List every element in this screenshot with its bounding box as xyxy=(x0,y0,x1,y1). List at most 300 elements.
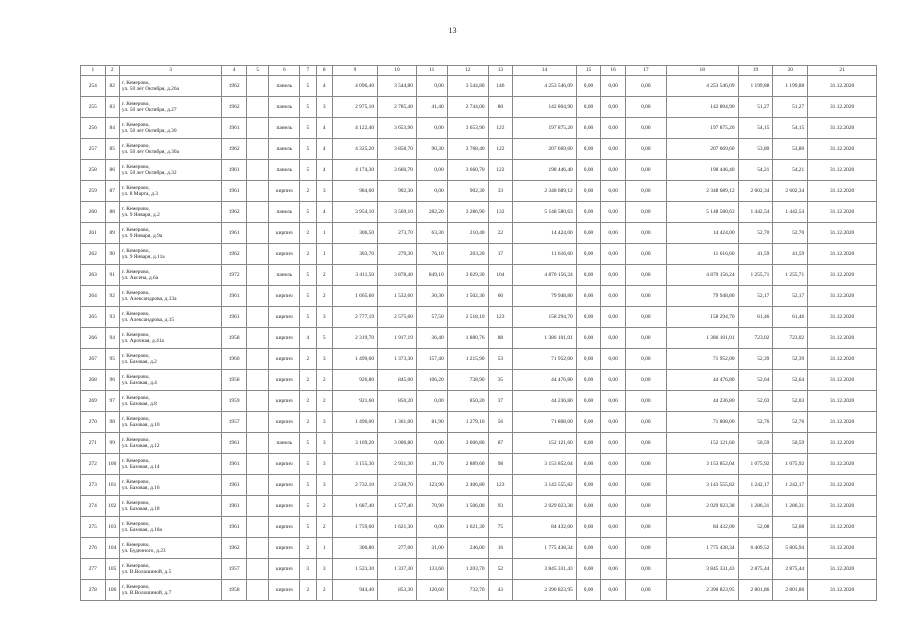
table-cell-c14: 2 390 823,95 xyxy=(513,580,577,601)
table-cell-c16: 0,00 xyxy=(601,160,626,181)
table-cell-c7: 3 xyxy=(300,559,316,580)
table-cell-c8: 2 xyxy=(316,517,332,538)
table-cell-c18: 152 121,60 xyxy=(666,433,738,454)
table-cell-c11: 0,00 xyxy=(416,118,447,139)
table-cell-c16: 0,00 xyxy=(601,559,626,580)
table-cell-c15: 0,00 xyxy=(576,76,601,97)
table-cell-c21: 31.12.2020 xyxy=(808,328,877,349)
table-cell-c9: 3 169,20 xyxy=(332,433,377,454)
table-cell-c5 xyxy=(246,391,269,412)
table-cell-c17: 0,00 xyxy=(625,580,666,601)
table-cell-mat: кирпич xyxy=(269,580,300,601)
table-cell-c17: 0,00 xyxy=(625,286,666,307)
table-cell-c19: 6 409,52 xyxy=(738,538,773,559)
address-line: ул. 9 Января, д.11а xyxy=(121,254,165,260)
table-cell-c17: 0,00 xyxy=(625,97,666,118)
table-cell-c11: 63,30 xyxy=(416,223,447,244)
table-row xyxy=(81,391,877,412)
table-cell-c16: 0,00 xyxy=(601,454,626,475)
table-cell-c8: 2 xyxy=(316,370,332,391)
table-cell-c7: 5 xyxy=(300,496,316,517)
table-cell-n: 259 xyxy=(81,181,106,202)
table-cell-id: 94 xyxy=(105,328,119,349)
address-line: ул. В.Волошиной, д.7 xyxy=(121,590,172,596)
address-line: ул. Александрова, д.15 xyxy=(121,317,175,323)
table-cell-c9: 303,70 xyxy=(332,244,377,265)
column-header: 17 xyxy=(625,66,666,76)
table-cell-n: 278 xyxy=(81,580,106,601)
address-line: ул. Арочная, д.41а xyxy=(121,338,164,344)
table-cell-c18: 3 143 555,82 xyxy=(666,475,738,496)
table-cell-c16: 0,00 xyxy=(601,139,626,160)
table-cell-c17: 0,00 xyxy=(625,370,666,391)
table-cell-c17: 0,00 xyxy=(625,391,666,412)
table-cell-c8: 3 xyxy=(316,475,332,496)
table-cell-c5 xyxy=(246,517,269,538)
table-cell-c14: 152 121,60 xyxy=(513,433,577,454)
table-row xyxy=(81,454,877,475)
table-cell-c8: 3 xyxy=(316,307,332,328)
table-cell-c11: 30,30 xyxy=(416,286,447,307)
table-cell-c18: 5 148 580,63 xyxy=(666,202,738,223)
table-cell-c14: 79 948,80 xyxy=(513,286,577,307)
table-cell-c20: 1 442,54 xyxy=(773,202,808,223)
table-cell-c9: 4 325,20 xyxy=(332,139,377,160)
table-cell-year: 1961 xyxy=(222,475,247,496)
column-header: 12 xyxy=(447,66,488,76)
table-cell-c12: 850,20 xyxy=(447,391,488,412)
table-cell-id: 100 xyxy=(105,454,119,475)
column-header: 15 xyxy=(576,66,601,76)
address-line: ул. 50 лет Октября, д.26а xyxy=(121,86,179,92)
table-cell-c19: 2 801,86 xyxy=(738,580,773,601)
table-cell-c9: 984,00 xyxy=(332,181,377,202)
address-line: г. Кемерово, xyxy=(121,311,150,317)
table-cell-c20: 51,27 xyxy=(773,97,808,118)
table-cell-c18: 14 424,00 xyxy=(666,223,738,244)
table-cell-n: 264 xyxy=(81,286,106,307)
address-line: г. Кемерово, xyxy=(121,458,150,464)
table-cell-c8: 1 xyxy=(316,223,332,244)
table-cell-c19: 1 255,71 xyxy=(738,265,773,286)
table-cell-year: 1961 xyxy=(222,181,247,202)
table-cell-c5 xyxy=(246,181,269,202)
table-cell-c17: 0,00 xyxy=(625,433,666,454)
table-cell-id: 102 xyxy=(105,496,119,517)
table-cell-mat: кирпич xyxy=(269,307,300,328)
table-cell-c21: 31.12.2020 xyxy=(808,76,877,97)
table-cell-c12: 1 506,00 xyxy=(447,496,488,517)
table-cell-c15: 0,00 xyxy=(576,517,601,538)
table-row xyxy=(81,370,877,391)
table-cell-n: 270 xyxy=(81,412,106,433)
table-cell-c21: 31.12.2020 xyxy=(808,517,877,538)
address-line: ул. Буденного, д.23 xyxy=(121,548,166,554)
address-line: ул. Базовая, д.2 xyxy=(121,359,157,365)
table-cell-c13: 75 xyxy=(488,517,513,538)
table-cell-c7: 2 xyxy=(300,244,316,265)
table-cell-c11: 120,60 xyxy=(416,580,447,601)
table-cell-c11: 106,20 xyxy=(416,370,447,391)
table-cell-c11: 57,50 xyxy=(416,307,447,328)
table-cell-c20: 1 199,88 xyxy=(773,76,808,97)
table-cell-c5 xyxy=(246,118,269,139)
address-line: ул. Базовая, д.10 xyxy=(121,422,160,428)
table-row xyxy=(81,559,877,580)
table-cell-c15: 0,00 xyxy=(576,475,601,496)
column-header: 10 xyxy=(378,66,417,76)
table-cell-year: 1961 xyxy=(222,223,247,244)
table-cell-c14: 1 775 438,34 xyxy=(513,538,577,559)
table-cell-c7: 5 xyxy=(300,118,316,139)
table-cell-c5 xyxy=(246,328,269,349)
table-cell-c9: 4 096,40 xyxy=(332,76,377,97)
table-cell-id: 92 xyxy=(105,286,119,307)
table-cell-c16: 0,00 xyxy=(601,496,626,517)
address-line: г. Кемерово, xyxy=(121,395,150,401)
table-cell-c12: 2 406,80 xyxy=(447,475,488,496)
table-cell-c13: 60 xyxy=(488,286,513,307)
table-cell-addr xyxy=(119,328,221,349)
table-cell-mat: панель xyxy=(269,139,300,160)
table-cell-c19: 41,59 xyxy=(738,244,773,265)
address-line: г. Кемерово, xyxy=(121,185,150,191)
table-cell-c9: 1 523,30 xyxy=(332,559,377,580)
table-cell-c20: 61,46 xyxy=(773,307,808,328)
table-cell-c12: 738,90 xyxy=(447,370,488,391)
table-cell-c19: 1 199,88 xyxy=(738,76,773,97)
table-cell-c10: 1 917,19 xyxy=(378,328,417,349)
table-cell-c8: 4 xyxy=(316,118,332,139)
table-cell-id: 91 xyxy=(105,265,119,286)
table-cell-c12: 3 286,90 xyxy=(447,202,488,223)
table-cell-c18: 71 952,00 xyxy=(666,349,738,370)
table-cell-c21: 31.12.2020 xyxy=(808,349,877,370)
table-cell-c13: 122 xyxy=(488,160,513,181)
table-cell-c7: 2 xyxy=(300,538,316,559)
table-cell-c9: 2 975,10 xyxy=(332,97,377,118)
table-cell-c8: 2 xyxy=(316,286,332,307)
table-cell-c21: 31.12.2020 xyxy=(808,118,877,139)
table-cell-c18: 4 870 156,24 xyxy=(666,265,738,286)
table-cell-c20: 52,08 xyxy=(773,517,808,538)
table-cell-c20: 52,70 xyxy=(773,223,808,244)
table-row xyxy=(81,97,877,118)
table-cell-c7: 5 xyxy=(300,97,316,118)
table-cell-c12: 246,00 xyxy=(447,538,488,559)
table-cell-c21: 31.12.2020 xyxy=(808,538,877,559)
table-cell-n: 265 xyxy=(81,307,106,328)
table-cell-c8: 3 xyxy=(316,97,332,118)
table-cell-c8: 1 xyxy=(316,538,332,559)
table-cell-c20: 54,15 xyxy=(773,118,808,139)
table-cell-n: 266 xyxy=(81,328,106,349)
address-line: ул. Базовая, д.18а xyxy=(121,527,162,533)
table-cell-c7: 5 xyxy=(300,76,316,97)
table-cell-addr xyxy=(119,202,221,223)
table-cell-c17: 0,00 xyxy=(625,307,666,328)
table-cell-c17: 0,00 xyxy=(625,454,666,475)
table-cell-c17: 0,00 xyxy=(625,223,666,244)
table-cell-c11: 81,90 xyxy=(416,412,447,433)
table-cell-mat: кирпич xyxy=(269,454,300,475)
table-cell-mat: кирпич xyxy=(269,538,300,559)
table-cell-c11: 0,00 xyxy=(416,181,447,202)
table-cell-c21: 31.12.2020 xyxy=(808,580,877,601)
table-cell-c18: 11 616,60 xyxy=(666,244,738,265)
address-line: г. Кемерово, xyxy=(121,374,150,380)
table-cell-c14: 14 424,00 xyxy=(513,223,577,244)
table-cell-c9: 3 155,30 xyxy=(332,454,377,475)
table-cell-c10: 3 653,90 xyxy=(378,118,417,139)
address-line: ул. Базовая, д.4 xyxy=(121,380,157,386)
table-cell-c15: 0,00 xyxy=(576,97,601,118)
address-line: г. Кемерово, xyxy=(121,563,150,569)
table-cell-c8: 3 xyxy=(316,454,332,475)
table-cell-mat: панель xyxy=(269,265,300,286)
column-header: 21 xyxy=(808,66,877,76)
table-cell-year: 1961 xyxy=(222,454,247,475)
table-cell-c11: 0,00 xyxy=(416,433,447,454)
table-cell-c10: 1 532,60 xyxy=(378,286,417,307)
table-cell-c21: 31.12.2020 xyxy=(808,496,877,517)
table-cell-c10: 902,30 xyxy=(378,181,417,202)
address-line: ул. Базовая, д.16 xyxy=(121,485,160,491)
table-cell-c7: 2 xyxy=(300,181,316,202)
address-line: г. Кемерово, xyxy=(121,353,150,359)
table-cell-c12: 902,30 xyxy=(447,181,488,202)
table-cell-c18: 84 432,00 xyxy=(666,517,738,538)
table-cell-c5 xyxy=(246,370,269,391)
table-cell-year: 1961 xyxy=(222,433,247,454)
table-cell-c9: 3 411,50 xyxy=(332,265,377,286)
table-cell-c9: 2 777,19 xyxy=(332,307,377,328)
table-cell-c8: 3 xyxy=(316,181,332,202)
table-cell-c9: 4 122,40 xyxy=(332,118,377,139)
address-line: ул. Базовая, д.8 xyxy=(121,401,157,407)
table-cell-c16: 0,00 xyxy=(601,349,626,370)
table-cell-c17: 0,00 xyxy=(625,202,666,223)
table-cell-c10: 273,70 xyxy=(378,223,417,244)
table-cell-c17: 0,00 xyxy=(625,349,666,370)
table-cell-mat: кирпич xyxy=(269,223,300,244)
table-cell-c10: 1 621,30 xyxy=(378,517,417,538)
table-cell-c15: 0,00 xyxy=(576,391,601,412)
table-row xyxy=(81,76,877,97)
table-row xyxy=(81,202,877,223)
table-cell-c16: 0,00 xyxy=(601,118,626,139)
table-cell-addr xyxy=(119,580,221,601)
table-cell-year: 1962 xyxy=(222,97,247,118)
table-cell-c14: 197 875,20 xyxy=(513,118,577,139)
table-cell-c15: 0,00 xyxy=(576,370,601,391)
table-cell-c10: 279,30 xyxy=(378,244,417,265)
table-cell-c12: 1 215,90 xyxy=(447,349,488,370)
table-cell-c19: 1 075,92 xyxy=(738,454,773,475)
table-cell-c9: 4 174,30 xyxy=(332,160,377,181)
table-cell-n: 263 xyxy=(81,265,106,286)
table-cell-c7: 5 xyxy=(300,517,316,538)
column-header: 7 xyxy=(300,66,316,76)
table-cell-c9: 1 665,60 xyxy=(332,286,377,307)
table-cell-c11: 36,40 xyxy=(416,328,447,349)
table-cell-addr xyxy=(119,433,221,454)
table-cell-c14: 4 870 156,24 xyxy=(513,265,577,286)
table-cell-mat: кирпич xyxy=(269,496,300,517)
table-cell-id: 105 xyxy=(105,559,119,580)
table-cell-c9: 921,60 xyxy=(332,391,377,412)
table-cell-n: 258 xyxy=(81,160,106,181)
table-cell-n: 257 xyxy=(81,139,106,160)
table-cell-c9: 306,50 xyxy=(332,223,377,244)
table-cell-c15: 0,00 xyxy=(576,244,601,265)
table-cell-c13: 122 xyxy=(488,139,513,160)
table-cell-c20: 41,59 xyxy=(773,244,808,265)
table-cell-n: 260 xyxy=(81,202,106,223)
table-cell-c14: 207 669,60 xyxy=(513,139,577,160)
table-cell-c8: 3 xyxy=(316,349,332,370)
column-header: 13 xyxy=(488,66,513,76)
table-cell-addr xyxy=(119,286,221,307)
table-cell-addr xyxy=(119,139,221,160)
table-cell-id: 103 xyxy=(105,517,119,538)
address-line: ул. Александрова, д.13а xyxy=(121,296,177,302)
table-cell-addr xyxy=(119,307,221,328)
table-cell-c19: 2 602,34 xyxy=(738,181,773,202)
table-cell-c19: 52,76 xyxy=(738,412,773,433)
table-cell-c8: 3 xyxy=(316,559,332,580)
table-cell-c8: 3 xyxy=(316,433,332,454)
table-cell-c17: 0,00 xyxy=(625,559,666,580)
table-cell-c15: 0,00 xyxy=(576,202,601,223)
table-cell-c14: 3 143 555,82 xyxy=(513,475,577,496)
table-cell-c10: 850,20 xyxy=(378,391,417,412)
table-cell-c16: 0,00 xyxy=(601,580,626,601)
table-cell-mat: кирпич xyxy=(269,517,300,538)
table-row xyxy=(81,328,877,349)
table-cell-c12: 1 502,30 xyxy=(447,286,488,307)
table-row xyxy=(81,286,877,307)
table-cell-addr xyxy=(119,349,221,370)
table-cell-year: 1962 xyxy=(222,244,247,265)
column-header: 18 xyxy=(666,66,738,76)
table-cell-n: 261 xyxy=(81,223,106,244)
address-line: г. Кемерово, xyxy=(121,80,150,86)
table-body xyxy=(81,76,877,601)
table-cell-c8: 4 xyxy=(316,202,332,223)
table-cell-c16: 0,00 xyxy=(601,244,626,265)
table-cell-c14: 5 148 580,63 xyxy=(513,202,577,223)
address-line: г. Кемерово, xyxy=(121,122,150,128)
table-cell-c11: 0,00 xyxy=(416,76,447,97)
address-line: г. Кемерово, xyxy=(121,227,150,233)
table-cell-c16: 0,00 xyxy=(601,475,626,496)
table-cell-c13: 33 xyxy=(488,181,513,202)
table-cell-mat: кирпич xyxy=(269,559,300,580)
table-cell-c5 xyxy=(246,265,269,286)
table-cell-c5 xyxy=(246,202,269,223)
table-cell-c19: 52,39 xyxy=(738,349,773,370)
table-cell-c10: 2 785,40 xyxy=(378,97,417,118)
table-cell-c21: 31.12.2020 xyxy=(808,286,877,307)
table-cell-c19: 1 286,31 xyxy=(738,496,773,517)
table-cell-c19: 51,27 xyxy=(738,97,773,118)
table-cell-year: 1960 xyxy=(222,349,247,370)
table-cell-c10: 853,30 xyxy=(378,580,417,601)
table-cell-c14: 84 432,00 xyxy=(513,517,577,538)
table-cell-c5 xyxy=(246,475,269,496)
table-cell-c20: 1 286,31 xyxy=(773,496,808,517)
table-cell-c10: 3 660,70 xyxy=(378,160,417,181)
table-cell-c20: 52,76 xyxy=(773,412,808,433)
table-cell-c20: 2 602,34 xyxy=(773,181,808,202)
table-cell-addr xyxy=(119,97,221,118)
table-cell-c20: 53,80 xyxy=(773,139,808,160)
table-cell-c21: 31.12.2020 xyxy=(808,97,877,118)
table-cell-c18: 197 875,20 xyxy=(666,118,738,139)
table-cell-mat: кирпич xyxy=(269,349,300,370)
table-cell-c15: 0,00 xyxy=(576,349,601,370)
table-cell-n: 269 xyxy=(81,391,106,412)
table-cell-mat: кирпич xyxy=(269,370,300,391)
housing-registry-table xyxy=(80,65,877,601)
table-cell-c7: 5 xyxy=(300,307,316,328)
table-cell-c20: 54,21 xyxy=(773,160,808,181)
column-header: 4 xyxy=(222,66,247,76)
table-cell-c16: 0,00 xyxy=(601,76,626,97)
table-cell-c13: 35 xyxy=(488,370,513,391)
address-line: ул. Аксена, д.6а xyxy=(121,275,159,281)
table-cell-c20: 2 801,86 xyxy=(773,580,808,601)
table-cell-year: 1961 xyxy=(222,286,247,307)
table-cell-c9: 926,80 xyxy=(332,370,377,391)
table-cell-c13: 132 xyxy=(488,202,513,223)
table-cell-c19: 723,02 xyxy=(738,328,773,349)
table-cell-addr xyxy=(119,244,221,265)
table-cell-c18: 1 775 438,34 xyxy=(666,538,738,559)
table-cell-c11: 123,90 xyxy=(416,475,447,496)
column-header: 6 xyxy=(269,66,300,76)
table-cell-c7: 5 xyxy=(300,433,316,454)
table-cell-c14: 2 348 689,12 xyxy=(513,181,577,202)
table-row xyxy=(81,307,877,328)
table-cell-c13: 53 xyxy=(488,349,513,370)
table-cell-c7: 5 xyxy=(300,160,316,181)
table-cell-c11: 0,00 xyxy=(416,391,447,412)
table-cell-c17: 0,00 xyxy=(625,496,666,517)
table-cell-c18: 2 348 689,12 xyxy=(666,181,738,202)
table-cell-c14: 44 236,80 xyxy=(513,391,577,412)
table-cell-c13: 87 xyxy=(488,433,513,454)
table-cell-id: 88 xyxy=(105,202,119,223)
table-cell-c7: 5 xyxy=(300,454,316,475)
table-cell-c21: 31.12.2020 xyxy=(808,454,877,475)
table-cell-c13: 17 xyxy=(488,244,513,265)
table-cell-c7: 5 xyxy=(300,475,316,496)
table-cell-year: 1961 xyxy=(222,118,247,139)
table-cell-c16: 0,00 xyxy=(601,307,626,328)
table-cell-c14: 158 294,70 xyxy=(513,307,577,328)
table-cell-addr xyxy=(119,160,221,181)
table-cell-c8: 1 xyxy=(316,244,332,265)
table-cell-year: 1959 xyxy=(222,391,247,412)
table-cell-c5 xyxy=(246,496,269,517)
address-line: ул. 50 лет Октября, д.30а xyxy=(121,149,179,155)
column-header: 11 xyxy=(416,66,447,76)
table-cell-c19: 53,80 xyxy=(738,139,773,160)
address-line: г. Кемерово, xyxy=(121,437,150,443)
table-cell-c17: 0,00 xyxy=(625,76,666,97)
